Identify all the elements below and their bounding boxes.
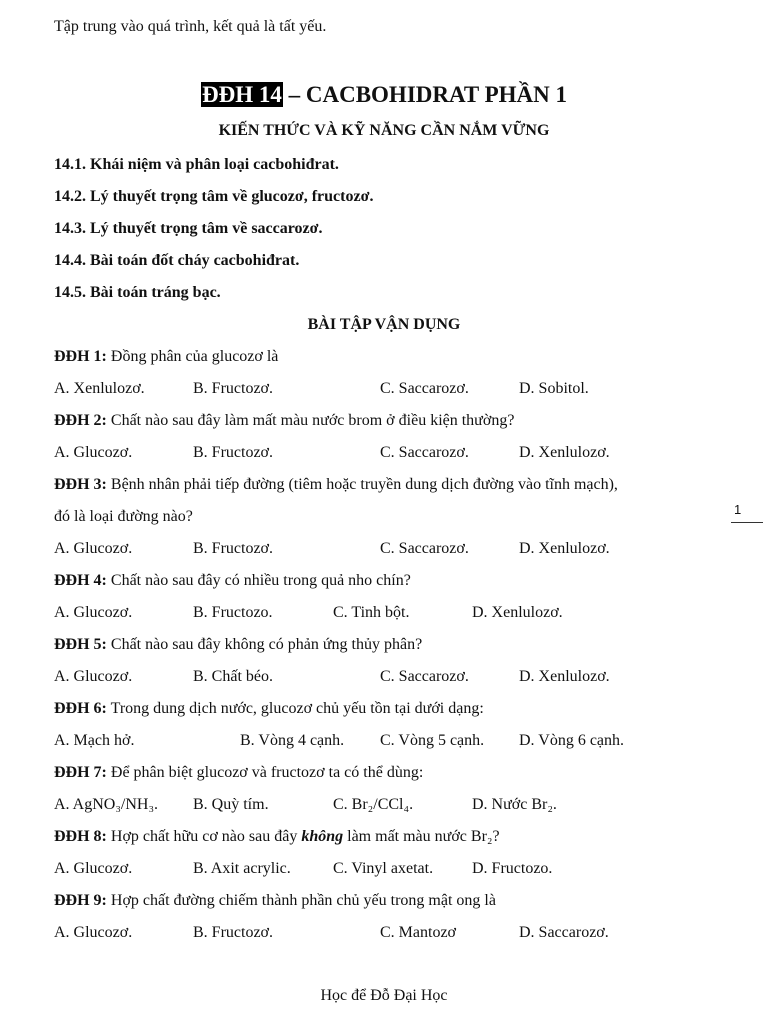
option-c: C. Saccarozơ. xyxy=(380,540,469,557)
option-b: B. Fructozo. xyxy=(193,604,273,621)
option-b: B. Vòng 4 cạnh. xyxy=(240,732,345,749)
title-rest: – CACBOHIDRAT PHẦN 1 xyxy=(282,82,567,107)
option-c: C. Vòng 5 cạnh. xyxy=(380,732,485,749)
title-highlight: ĐĐH 14 xyxy=(202,82,282,107)
question-1 xyxy=(54,348,278,366)
motto: Tập trung vào quá trình, kết quả là tất yếu. xyxy=(54,18,327,35)
option-a: A. Glucozơ. xyxy=(54,668,133,685)
question-emphasis: không xyxy=(301,828,344,845)
question-label: ĐĐH 5: xyxy=(54,636,107,653)
question-2 xyxy=(54,412,514,430)
subtitle: KIẾN THỨC VÀ KỸ NĂNG CẦN NẮM VỮNG xyxy=(218,122,550,139)
question-3-continued: đó là loại đường nào? xyxy=(54,508,193,525)
option-b: B. Fructozơ. xyxy=(193,444,274,461)
topic-item: 14.1. Khái niệm và phân loại cacbohiđrat. xyxy=(54,156,339,173)
topic-item: 14.4. Bài toán đốt cháy cacbohiđrat. xyxy=(54,252,300,269)
question-label: ĐĐH 8: xyxy=(54,828,107,845)
question-text: Đồng phân của glucozơ là xyxy=(106,348,279,365)
question-text-after: làm mất màu nước Br₂? xyxy=(343,828,500,845)
option-a: A. AgNO₃/NH₃. xyxy=(54,796,159,813)
question-5 xyxy=(54,636,422,654)
page-title xyxy=(0,82,768,108)
option-d: D. Xenlulozơ. xyxy=(519,444,610,461)
option-b: B. Fructozơ. xyxy=(193,380,274,397)
page-number: 1 xyxy=(734,502,742,517)
option-d: D. Nước Br₂. xyxy=(472,796,557,813)
option-d: D. Vòng 6 cạnh. xyxy=(519,732,625,749)
question-text: Chất nào sau đây không có phản ứng thủy phân? xyxy=(106,636,423,653)
question-text: Chất nào sau đây có nhiều trong quả nho chín? xyxy=(106,572,411,589)
option-a: A. Glucozơ. xyxy=(54,924,133,941)
question-label: ĐĐH 4: xyxy=(54,572,107,589)
option-b: B. Fructozơ. xyxy=(193,924,274,941)
question-9 xyxy=(54,892,496,910)
question-8 xyxy=(54,828,500,846)
question-6 xyxy=(54,700,484,718)
topic-item: 14.5. Bài toán tráng bạc. xyxy=(54,284,221,301)
option-c: C. Br₂/CCl₄. xyxy=(333,796,414,813)
option-d: D. Xenlulozơ. xyxy=(472,604,563,621)
option-b: B. Fructozơ. xyxy=(193,540,274,557)
option-c: C. Vinyl axetat. xyxy=(333,860,434,877)
option-c: C. Saccarozơ. xyxy=(380,668,469,685)
option-d: D. Sobitol. xyxy=(519,380,589,397)
option-b: B. Chất béo. xyxy=(193,668,273,685)
option-c: C. Tinh bột. xyxy=(333,604,410,621)
topic-item: 14.3. Lý thuyết trọng tâm về saccarozơ. xyxy=(54,220,323,237)
option-c: C. Mantozơ xyxy=(380,924,457,941)
question-text: Trong dung dịch nước, glucozơ chủ yếu tồn tại dưới dạng: xyxy=(106,700,484,717)
option-a: A. Glucozơ. xyxy=(54,860,133,877)
question-label: ĐĐH 7: xyxy=(54,764,107,781)
option-d: D. Xenlulozơ. xyxy=(519,540,610,557)
question-4 xyxy=(54,572,411,590)
topic-item: 14.2. Lý thuyết trọng tâm về glucozơ, fructozơ. xyxy=(54,188,374,205)
page-number-divider xyxy=(731,522,763,523)
option-d: D. Xenlulozơ. xyxy=(519,668,610,685)
question-text: Bệnh nhân phải tiếp đường (tiêm hoặc truyền dung dịch đường vào tĩnh mạch), xyxy=(106,476,618,493)
option-d: D. Fructozo. xyxy=(472,860,553,877)
question-text: Hợp chất đường chiếm thành phần chủ yếu trong mật ong là xyxy=(106,892,496,909)
section-title: BÀI TẬP VẬN DỤNG xyxy=(307,316,461,333)
page-footer: Học để Đỗ Đại Học xyxy=(320,987,448,1004)
question-7 xyxy=(54,764,423,782)
question-label: ĐĐH 6: xyxy=(54,700,107,717)
option-c: C. Saccarozơ. xyxy=(380,444,469,461)
question-label: ĐĐH 1: xyxy=(54,348,107,365)
question-text: Để phân biệt glucozơ và fructozơ ta có thể dùng: xyxy=(106,764,424,781)
option-c: C. Saccarozơ. xyxy=(380,380,469,397)
question-3 xyxy=(54,476,618,494)
question-text: Chất nào sau đây làm mất màu nước brom ở điều kiện thường? xyxy=(106,412,515,429)
option-d: D. Saccarozơ. xyxy=(519,924,609,941)
option-a: A. Glucozơ. xyxy=(54,444,133,461)
option-b: B. Quỳ tím. xyxy=(193,796,269,813)
option-b: B. Axit acrylic. xyxy=(193,860,291,877)
option-a: A. Mạch hở. xyxy=(54,732,135,749)
question-label: ĐĐH 2: xyxy=(54,412,107,429)
option-a: A. Xenlulozơ. xyxy=(54,380,145,397)
question-label: ĐĐH 9: xyxy=(54,892,107,909)
option-a: A. Glucozơ. xyxy=(54,604,133,621)
question-text: Hợp chất hữu cơ nào sau đây xyxy=(106,828,302,845)
option-a: A. Glucozơ. xyxy=(54,540,133,557)
question-label: ĐĐH 3: xyxy=(54,476,107,493)
